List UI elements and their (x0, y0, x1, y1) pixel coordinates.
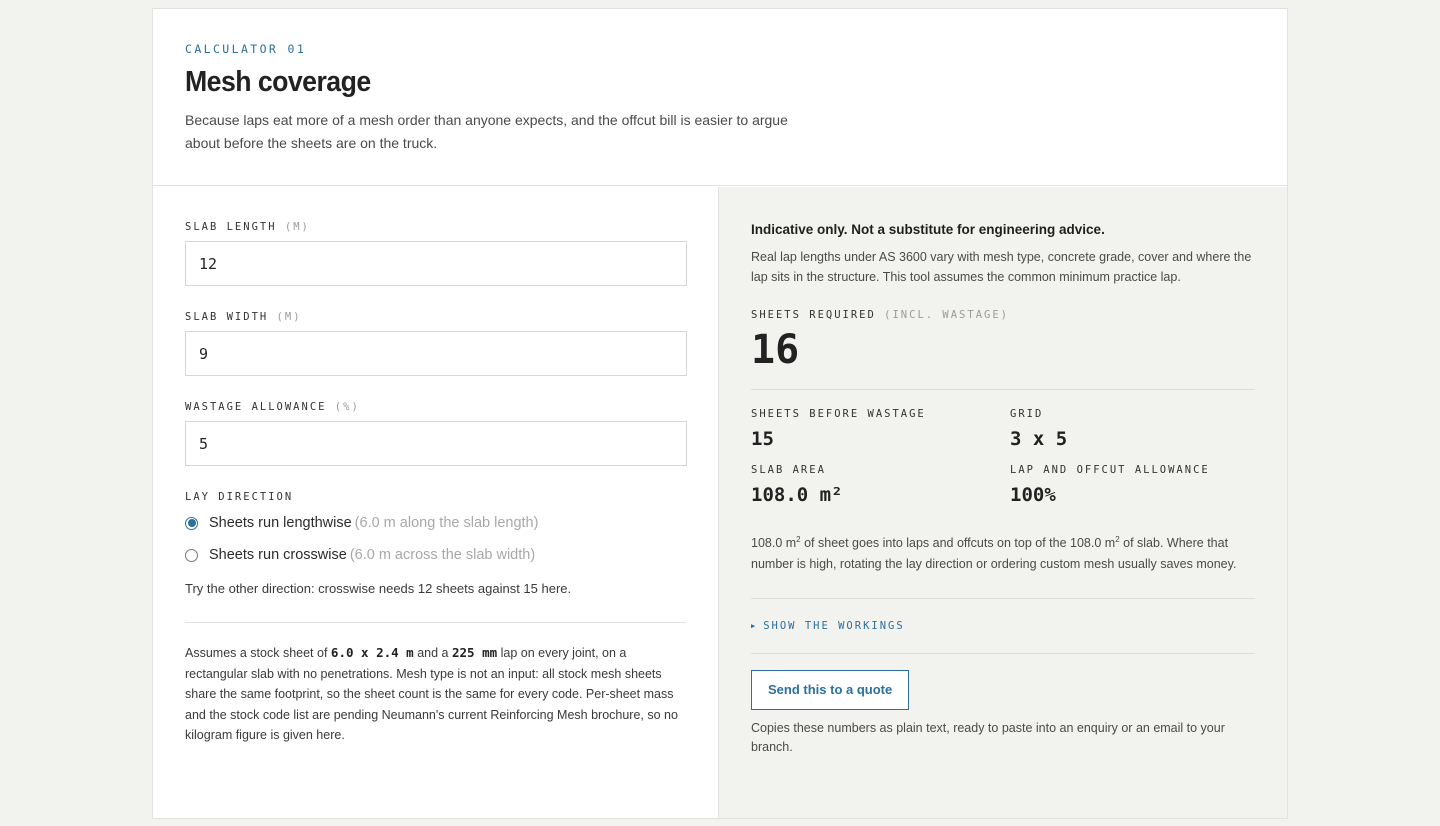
radio-crosswise-hint: (6.0 m across the slab width) (349, 547, 536, 563)
stat-value: 15 (751, 428, 774, 450)
slab-length-label (185, 221, 686, 233)
note-part: of sheet goes into laps and offcuts on top of the 108.0 m (800, 536, 1116, 551)
page-title: Mesh coverage (185, 66, 371, 98)
assumptions-lap: 225 mm (451, 645, 498, 660)
show-workings-label: SHOW THE WORKINGS (763, 620, 905, 633)
wastage-input[interactable] (185, 421, 687, 466)
wastage-label-text: WASTAGE ALLOWANCE (185, 401, 327, 413)
triangle-right-icon: ▶ (751, 622, 758, 631)
show-workings-toggle[interactable] (751, 598, 1255, 654)
assumptions-mid: and a (417, 646, 449, 660)
offcut-note (751, 530, 1255, 574)
lay-direction-label: LAY DIRECTION (185, 491, 294, 503)
assumptions-suffix: lap on every joint, on a rectangular slab with no penetrations. Mesh type is not an input: all stock mesh sheets share the same footprint, so the sheet count is the same for every code. Per-sheet mass and the stock code list are pending Neumann's current Reinforcing Mesh brochure, so no kilogram figure is given here. (185, 646, 678, 742)
stat-lap-offcut (1010, 464, 1255, 506)
calculator-header (153, 9, 1287, 186)
slab-length-input[interactable] (185, 241, 687, 286)
page-lede: Because laps eat more of a mesh order than anyone expects, and the offcut bill is easier to argue about before the sheets are on the truck. (185, 112, 788, 151)
sheets-required-label-text: SHEETS REQUIRED (751, 309, 876, 321)
radio-crosswise-label: Sheets run crosswise (209, 547, 347, 563)
slab-width-unit: (M) (276, 311, 302, 323)
slab-length-label-text: SLAB LENGTH (185, 221, 277, 233)
stat-label: SLAB AREA (751, 464, 826, 476)
calculator-eyebrow: CALCULATOR 01 (185, 42, 307, 56)
stat-value: 108.0 m² (751, 484, 843, 506)
radio-lengthwise[interactable] (185, 507, 686, 539)
direction-tip: Try the other direction: crosswise needs 12 sheets against 15 here. (185, 581, 572, 596)
slab-width-label-text: SLAB WIDTH (185, 311, 269, 323)
send-quote-help: Copies these numbers as plain text, ready to paste into an enquiry or an email to your branch. (751, 721, 1225, 755)
stat-grid (1010, 408, 1255, 450)
radio-lengthwise-control[interactable] (185, 517, 198, 530)
radio-lengthwise-label: Sheets run lengthwise (209, 515, 352, 531)
sheets-required-unit: (INCL. WASTAGE) (884, 309, 1009, 321)
stat-label: SHEETS BEFORE WASTAGE (751, 408, 926, 420)
stat-label: GRID (1010, 408, 1044, 420)
slab-width-input[interactable] (185, 331, 687, 376)
note-sup: 2 (796, 535, 801, 544)
note-part: 108.0 m (751, 536, 797, 551)
disclaimer-title: Indicative only. Not a substitute for engineering advice. (751, 222, 1105, 237)
radio-crosswise-control[interactable] (185, 549, 198, 562)
note-part: of slab. Where that number is high, rotating the lay direction or ordering custom mesh usually saves money. (751, 536, 1237, 571)
results-panel (719, 187, 1287, 818)
sheets-required-value: 16 (751, 327, 800, 373)
inputs-divider (185, 622, 686, 623)
results-divider (751, 389, 1255, 390)
slab-length-unit: (M) (284, 221, 310, 233)
assumptions-sheet-size: 6.0 x 2.4 m (330, 645, 414, 660)
wastage-label (185, 401, 686, 413)
radio-crosswise[interactable] (185, 539, 686, 571)
radio-lengthwise-hint: (6.0 m along the slab length) (354, 515, 539, 531)
stat-sheets-before-wastage (751, 408, 1010, 450)
stat-slab-area (751, 464, 1010, 506)
calculator-body (153, 187, 1287, 818)
assumptions-prefix: Assumes a stock sheet of (185, 646, 328, 660)
stat-value: 3 x 5 (1010, 428, 1068, 450)
sheets-required-label (751, 309, 1255, 321)
results-stats (751, 408, 1255, 506)
wastage-unit: (%) (334, 401, 360, 413)
disclaimer-body: Real lap lengths under AS 3600 vary with mesh type, concrete grade, cover and where the lap sits in the structure. This tool assumes the common minimum practice lap. (751, 250, 1252, 284)
assumptions-note (185, 643, 686, 746)
stat-value: 100% (1010, 484, 1056, 506)
calculator-card (152, 8, 1288, 819)
slab-width-label (185, 311, 686, 323)
note-sup: 2 (1115, 535, 1120, 544)
inputs-panel (153, 187, 719, 818)
send-quote-button[interactable]: Send this to a quote (751, 670, 909, 710)
stat-label: LAP AND OFFCUT ALLOWANCE (1010, 464, 1210, 476)
